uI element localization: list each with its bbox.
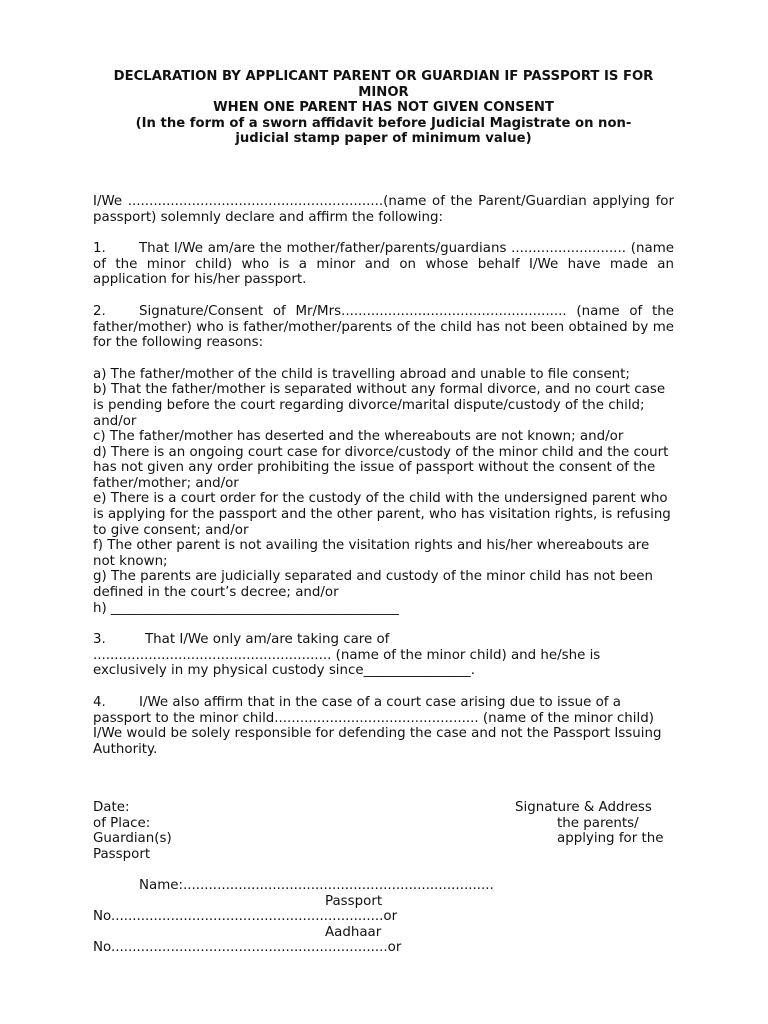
clause-4-text: I/We also affirm that in the case of a court case arising due to issue of a passport to the minor child................................................ (name of the minor child) I/We would be solely responsible for defending the case and not the Passport Issuing Authority. <box>93 695 662 757</box>
reason-item: f) The other parent is not availing the visitation rights and his/her whereabouts are not known; <box>93 538 650 569</box>
signature-address-label: Signature & Address <box>515 800 652 815</box>
reasons-list <box>93 367 674 617</box>
clause-3-number: 3. <box>93 632 106 648</box>
clause-3-line-1: That I/We only am/are taking care of <box>145 632 390 648</box>
heading-line-1: DECLARATION BY APPLICANT PARENT OR GUARDIAN IF PASSPORT IS FOR MINOR <box>113 69 654 100</box>
affidavit-document <box>93 69 674 757</box>
parents-label: the parents/ <box>557 815 639 831</box>
guardian-label: Guardian(s) <box>93 831 172 847</box>
signature-left-column <box>93 800 263 862</box>
applying-label: applying for the <box>557 831 664 847</box>
reason-item: b) That the father/mother is separated without any formal divorce, and no court case is pending before the court regarding divorce/marital dispute/custody of the child; and/or <box>93 382 666 429</box>
reason-item: g) The parents are judicially separated and custody of the minor child has not been defined in the court’s decree; and/or <box>93 569 654 601</box>
clause-2-text: Signature/Consent of Mr/Mrs..................................................... (name of the father/mother) who is father/mother/parents of the child has not been obtained by me for the following reasons: <box>93 303 674 351</box>
intro-paragraph: I/We ............................................................(name of the Parent/Guardian applying for passport) solemnly declare and affirm the following: <box>93 193 674 225</box>
reason-item: d) There is an ongoing court case for divorce/custody of the minor child and the court has not given any order prohibiting the issue of passport without the consent of the father/mother; and/or <box>93 444 669 491</box>
clause-2-number: 2. <box>93 303 106 319</box>
clause-1 <box>93 241 674 288</box>
reason-item: e) There is a court order for the custody of the child with the undersigned parent who is applying for the passport and the other parent, who has visitation rights, is refusing to give consent; and/or <box>93 491 671 538</box>
clause-1-number: 1. <box>93 241 106 257</box>
passport-number-field: No................................................................or <box>93 909 398 925</box>
reason-item: c) The father/mother has deserted and the whereabouts are not known; and/or <box>93 429 624 445</box>
heading-line-3: (In the form of a sworn affidavit before Judicial Magistrate on non-judicial stamp paper of minimum value) <box>135 115 632 147</box>
aadhaar-field-label: Aadhaar <box>325 924 382 940</box>
clause-3-rest: ........................................................ (name of the minor child) and he/she is exclusively in my physical custody since________________. <box>93 647 601 679</box>
name-field: Name:......................................................................... <box>139 878 494 893</box>
place-label: of Place: <box>93 815 151 831</box>
clause-3 <box>93 632 674 648</box>
signature-block <box>93 800 674 864</box>
document-heading <box>93 69 674 147</box>
clause-4 <box>93 695 674 757</box>
reason-item: h) ___________________________________________ <box>93 600 399 616</box>
clause-1-text: That I/We am/are the mother/father/parents/guardians ........................... (name of the minor child) who is a minor and on whose behalf I/We have made an application for his/her passport. <box>93 241 674 288</box>
aadhaar-number-field: No.................................................................or <box>93 940 402 956</box>
reason-item: a) The father/mother of the child is travelling abroad and unable to file consent; <box>93 366 630 382</box>
signature-right-column <box>557 816 687 847</box>
passport-field-label: Passport <box>325 893 383 909</box>
passport-label: Passport <box>93 846 151 862</box>
name-block <box>93 878 674 956</box>
clause-2 <box>93 304 674 351</box>
clause-4-number: 4. <box>93 695 106 710</box>
date-label: Date: <box>93 800 130 815</box>
heading-line-2: WHEN ONE PARENT HAS NOT GIVEN CONSENT <box>213 100 554 116</box>
